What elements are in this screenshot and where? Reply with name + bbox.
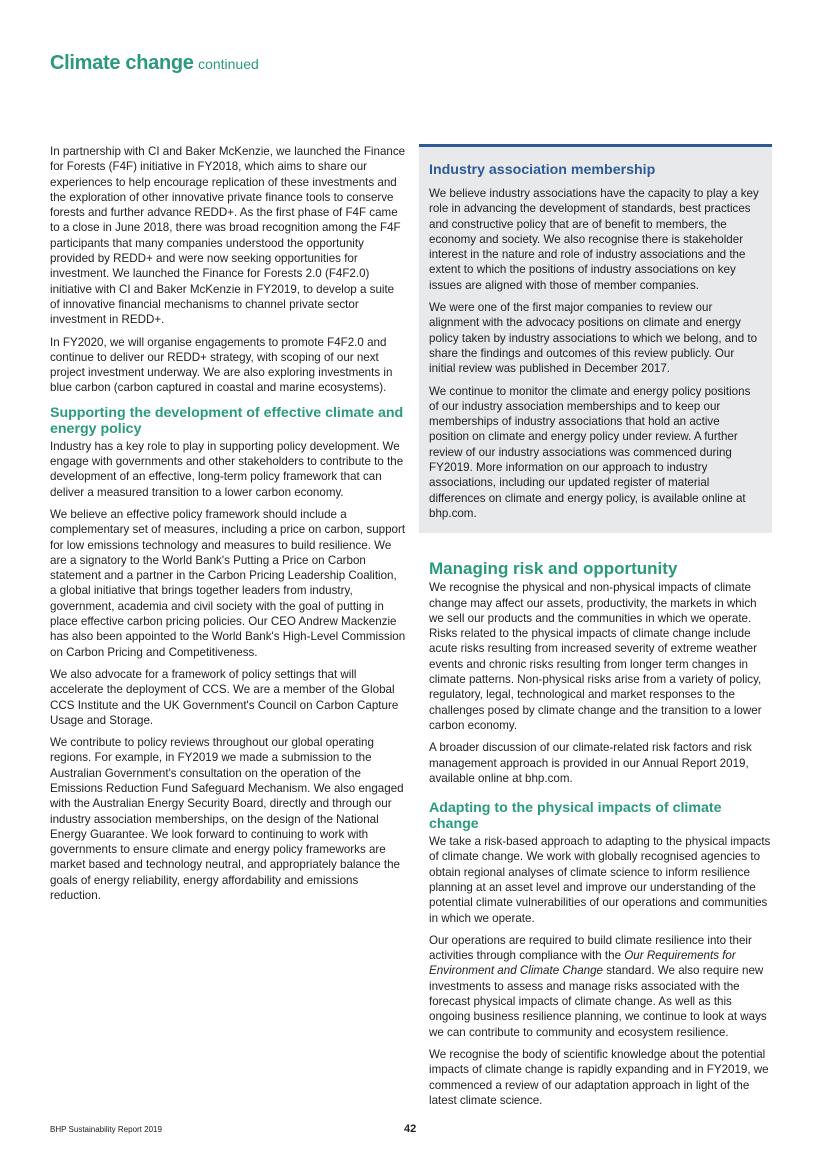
paragraph: In partnership with CI and Baker McKenzie, we launched the Finance for Forests (F4F) initiative in FY2018, which aims to share our experiences to help encourage replication of these investments and the exploration of other innovative private finance tools to conserve forests and further advance REDD+. As the first phase of F4F came to a close in June 2018, there was broad recognition among the F4F participants that many companies understood the opportunity provided by REDD+ and were now seeking opportunities for investment. We launched the Finance for Forests 2.0 (F4F2.0) initiative with CI and Baker McKenzie in FY2019, to develop a suite of innovative financial mechanisms to channel private sector investment in REDD+. [50,145,406,327]
box-heading: Industry association membership [429,162,656,178]
paragraph: We take a risk-based approach to adapting to the physical impacts of climate change. We work with globally recognised agencies to obtain regional analyses of climate science to inform resilience planning at an asset level and improve our understanding of the potential climate vulnerabilities of our operations and communities in which we operate. [429,835,771,925]
footer-report-name: BHP Sustainability Report 2019 [50,1125,162,1134]
paragraph: We believe industry associations have the capacity to play a key role in advancing the development of standards, best practices and constructive policy that are of benefit to members, the economy and society. We also recognise there is stakeholder interest in the nature and role of industry associations and the extent to which the positions of industry associations on key issues are aligned with those of member companies. [429,187,759,292]
industry-association-box [419,144,772,533]
paragraph: We believe an effective policy framework should include a complementary set of measures, including a price on carbon, support for low emissions technology and measures to build resilience. We are a signatory to the World Bank's Putting a Price on Carbon statement and a partner in the Carbon Pricing Leadership Coalition, a global initiative that brings together leaders from industry, government, academia and civil society with the goal of putting in place effective carbon pricing policies. Our CEO Andrew Mackenzie has also been appointed to the World Bank's High-Level Commission on Carbon Pricing and Competitiveness. [50,507,406,659]
page-title: Climate change [50,52,194,74]
page-number: 42 [404,1123,417,1135]
section-heading-risk: Managing risk and opportunity [429,559,678,579]
page-heading [50,52,259,75]
section-heading-policy: Supporting the development of effective climate and energy policy [50,404,404,437]
left-column [50,144,406,910]
standard-title: Our Requirements for Environment and Climate Change [429,949,736,978]
paragraph: We continue to monitor the climate and energy policy positions of our industry association memberships and to keep our memberships of industry associations that hold an active position on climate and energy policy under review. A further review of our industry associations was commenced during FY2019. More information on our approach to industry associations, including our updated register of material differences on climate and energy policy, is available online at bhp.com. [429,384,751,520]
paragraph [429,933,772,1040]
paragraph: Industry has a key role to play in supporting policy development. We engage with governments and other stakeholders to contribute to the development of an effective, long-term policy framework that can deliver a measured transition to a lower carbon economy. [50,439,404,499]
text-span: Our operations are required to build climate resilience into their activities through compliance with the [429,933,752,963]
paragraph: In FY2020, we will organise engagements to promote F4F2.0 and continue to deliver our REDD+ strategy, with scoping of our next project investment underway. We are also exploring investments in blue carbon (carbon captured in coastal and marine ecosystems). [50,335,393,395]
paragraph: We contribute to policy reviews throughout our global operating regions. For example, in FY2019 we made a submission to the Australian Government's consultation on the operation of the Emissions Reduction Fund Safeguard Mechanism. We also engaged with the Australian Energy Security Board, directly and through our industry association memberships, on the design of the National Energy Guarantee. We look forward to continuing to work with governments to ensure climate and energy policy frameworks are market based and technology neutral, and appropriately balance the goals of energy reliability, energy affordability and emissions reduction. [50,736,404,903]
section-heading-adapting: Adapting to the physical impacts of climate change [429,800,722,833]
page-title-continued: continued [198,56,259,72]
paragraph: A broader discussion of our climate-related risk factors and risk management approach is provided in our Annual Report 2019, available online at bhp.com. [429,741,752,785]
paragraph: We recognise the physical and non-physical impacts of climate change may affect our assets, productivity, the markets in which we sell our products and the communities in which we operate. Risks related to the physical impacts of climate change include acute risks resulting from increased severity of extreme weather events and chronic risks resulting from longer term changes in climate patterns. Non-physical risks arise from a variety of policy, regulatory, legal, technological and market responses to the challenges posed by climate change and the transition to a lower carbon economy. [429,581,762,732]
paragraph: We also advocate for a framework of policy settings that will accelerate the deployment of CCS. We are a member of the Global CCS Institute and the UK Government's Council on Carbon Capture Usage and Storage. [50,667,399,727]
paragraph: We were one of the first major companies to review our alignment with the advocacy positions on climate and energy policy taken by industry associations to which we belong, and to share the findings and outcomes of this review publicly. Our initial review was published in December 2017. [429,301,758,376]
right-column [419,144,772,1115]
paragraph: We recognise the body of scientific knowledge about the potential impacts of climate change is rapidly expanding and in FY2019, we commenced a review of our adaptation approach in light of the latest climate science. [429,1047,769,1107]
text-span: standard. We also require new investments to assess and manage risks associated with the forecast physical impacts of climate change. As well as this ongoing business resilience planning, we continue to look at ways we can contribute to community and ecosystem resilience. [429,964,767,1039]
